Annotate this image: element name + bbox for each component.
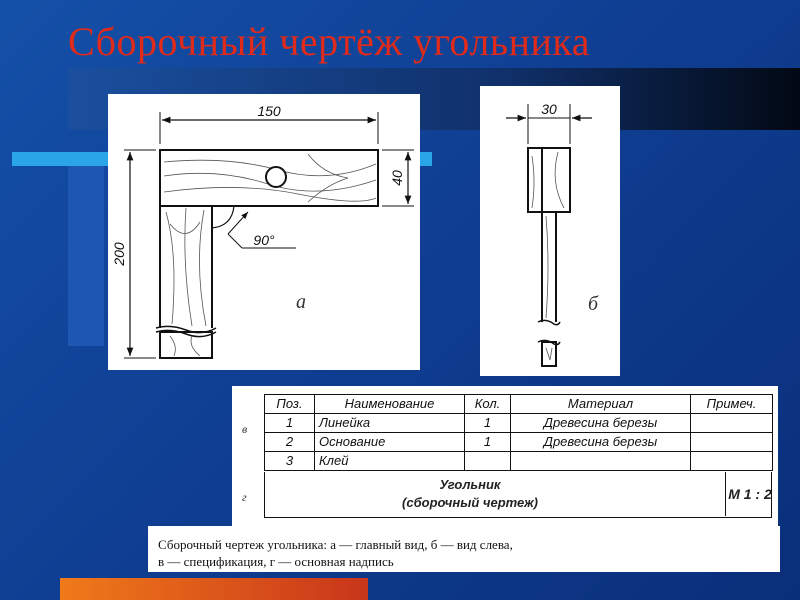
dim-thickness-label: 40 <box>389 170 405 186</box>
cell-material <box>511 452 691 471</box>
cell-pos: 2 <box>265 433 315 452</box>
table-row <box>265 433 773 452</box>
cell-name: Линейка <box>315 414 465 433</box>
title-block <box>264 472 772 518</box>
main-view-drawing <box>108 94 420 370</box>
caption-line1: Сборочный чертеж угольника: а — главный вид, б — вид слева, <box>158 537 513 552</box>
specification-panel <box>232 386 778 528</box>
titleblock-row-letter: г <box>242 490 247 504</box>
caption-line2: в — спецификация, г — основная надпись <box>158 554 394 569</box>
spec-row-letter: в <box>242 422 248 436</box>
slide-title: Сборочный чертёж угольника <box>68 19 590 64</box>
view-a-letter: а <box>296 291 306 313</box>
title-block-name-line2: (сборочный чертеж) <box>402 495 538 510</box>
cell-qty <box>465 452 511 471</box>
table-row <box>265 414 773 433</box>
cell-note <box>691 414 773 433</box>
cell-note <box>691 433 773 452</box>
cell-qty: 1 <box>465 414 511 433</box>
decor-orange-bar <box>60 578 368 600</box>
cell-name: Основание <box>315 433 465 452</box>
cell-material: Древесина березы <box>511 414 691 433</box>
table-header-row <box>265 395 773 414</box>
cell-qty: 1 <box>465 433 511 452</box>
col-header-name: Наименование <box>315 395 465 414</box>
cell-material: Древесина березы <box>511 433 691 452</box>
side-view-drawing <box>480 86 620 376</box>
decor-blue-column <box>68 166 104 346</box>
table-row <box>265 452 773 471</box>
drawing-side-view <box>480 86 620 376</box>
drawing-main-view <box>108 94 420 370</box>
col-header-pos: Поз. <box>265 395 315 414</box>
side-dim-width-label: 30 <box>541 101 557 117</box>
col-header-note: Примеч. <box>691 395 773 414</box>
cell-note <box>691 452 773 471</box>
dim-width-label: 150 <box>257 103 281 119</box>
title-block-name-line1: Угольник <box>439 477 501 492</box>
specification-table <box>264 394 773 471</box>
cell-name: Клей <box>315 452 465 471</box>
figure-caption <box>158 536 770 570</box>
hole <box>266 167 286 187</box>
cell-pos: 3 <box>265 452 315 471</box>
dim-height-label: 200 <box>111 242 127 266</box>
title-block-name <box>265 472 675 518</box>
cell-pos: 1 <box>265 414 315 433</box>
view-b-letter: б <box>588 293 599 315</box>
col-header-material: Материал <box>511 395 691 414</box>
col-header-qty: Кол. <box>465 395 511 414</box>
angle-label: 90° <box>253 232 275 248</box>
title-block-scale: М 1 : 2 <box>725 472 774 516</box>
caption-panel <box>148 526 780 572</box>
